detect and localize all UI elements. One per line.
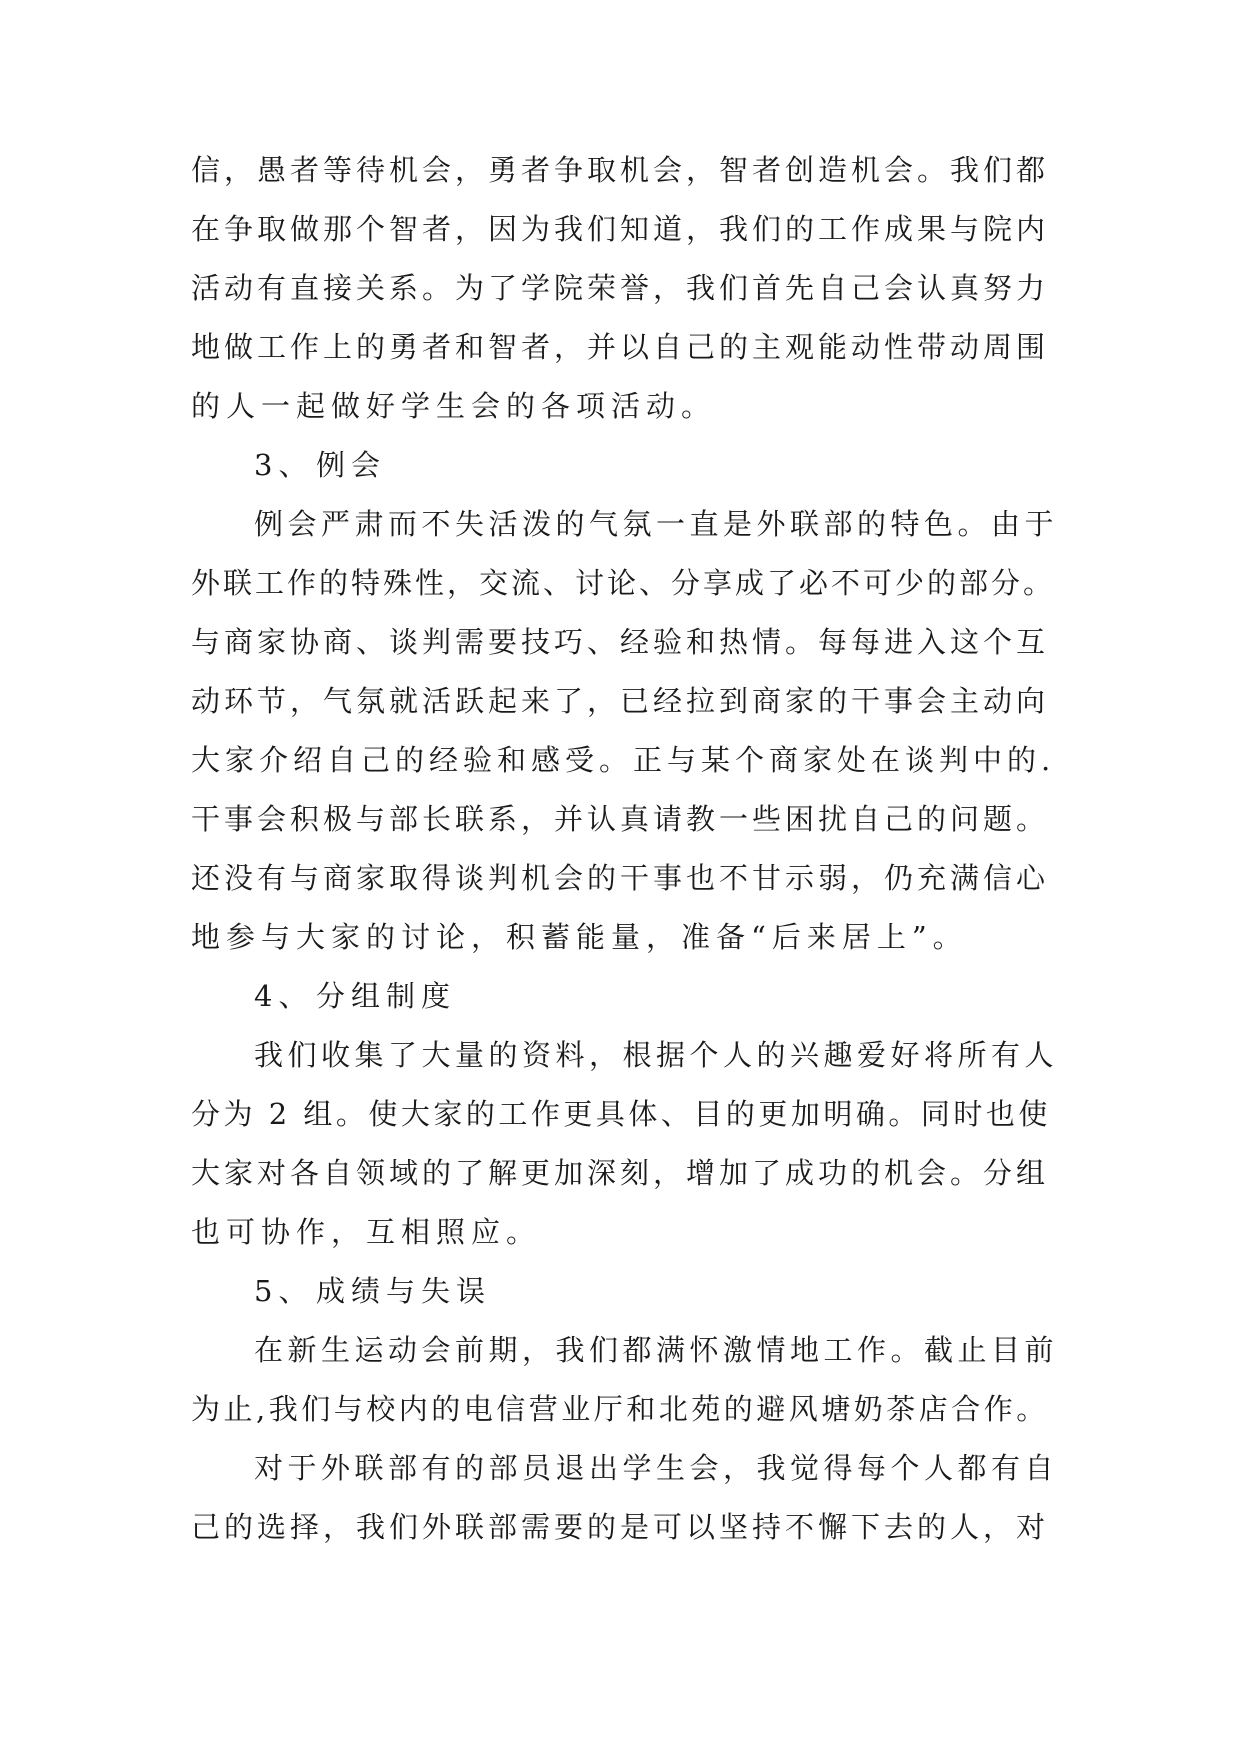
paragraph-line: 地参与大家的讨论，积蓄能量，准备“后来居上”。 [191,920,968,954]
section-number: 4、 [254,979,314,1013]
section-title: 成绩与失误 [316,1274,492,1308]
section-number: 3、 [254,448,314,482]
paragraph-line: 为止,我们与校内的电信营业厅和北苑的避风塘奶茶店合作。 [191,1392,1049,1426]
section-title: 分组制度 [316,979,457,1013]
section-number: 5、 [254,1274,314,1308]
section-title: 例会 [316,448,387,482]
paragraph-line: 大家介绍自己的经验和感受。正与某个商家处在谈判中的. [191,743,1056,777]
paragraph-line: 动环节，气氛就活跃起来了，已经拉到商家的干事会主动向 [191,684,1050,718]
paragraph-line: 活动有直接关系。为了学院荣誉，我们首先自己会认真努力 [191,271,1050,305]
paragraph-line: 大家对各自领域的了解更加深刻，增加了成功的机会。分组 [191,1156,1050,1190]
paragraph-line: 外联工作的特殊性，交流、讨论、分享成了必不可少的部分。 [191,566,1056,600]
section-heading-5 [254,1271,491,1311]
paragraph-line: 在争取做那个智者，因为我们知道，我们的工作成果与院内 [191,212,1050,246]
paragraph-line: 还没有与商家取得谈判机会的干事也不甘示弱，仍充满信心 [191,861,1050,895]
paragraph-line: 己的选择，我们外联部需要的是可以坚持不懈下去的人，对 [191,1510,1050,1544]
paragraph-line: 在新生运动会前期，我们都满怀激情地工作。截止目前 [254,1333,1059,1367]
paragraph-line: 信，愚者等待机会，勇者争取机会，智者创造机会。我们都 [191,153,1050,187]
paragraph-line: 例会严肃而不失活泼的气氛一直是外联部的特色。由于 [254,507,1059,541]
paragraph-line: 的人一起做好学生会的各项活动。 [191,389,717,423]
section-heading-3 [254,445,386,485]
paragraph-line: 与商家协商、谈判需要技巧、经验和热情。每每进入这个互 [191,625,1050,659]
paragraph-line: 我们收集了大量的资料，根据个人的兴趣爱好将所有人 [254,1038,1059,1072]
paragraph-line: 分为 2 组。使大家的工作更具体、目的更加明确。同时也使 [191,1097,1051,1131]
section-heading-4 [254,976,456,1016]
paragraph-line: 地做工作上的勇者和智者，并以自己的主观能动性带动周围 [191,330,1050,364]
paragraph-line: 对于外联部有的部员退出学生会，我觉得每个人都有自 [254,1451,1059,1485]
paragraph-line: 也可协作，互相照应。 [191,1215,542,1249]
paragraph-line: 干事会积极与部长联系，并认真请教一些困扰自己的问题。 [191,802,1050,836]
